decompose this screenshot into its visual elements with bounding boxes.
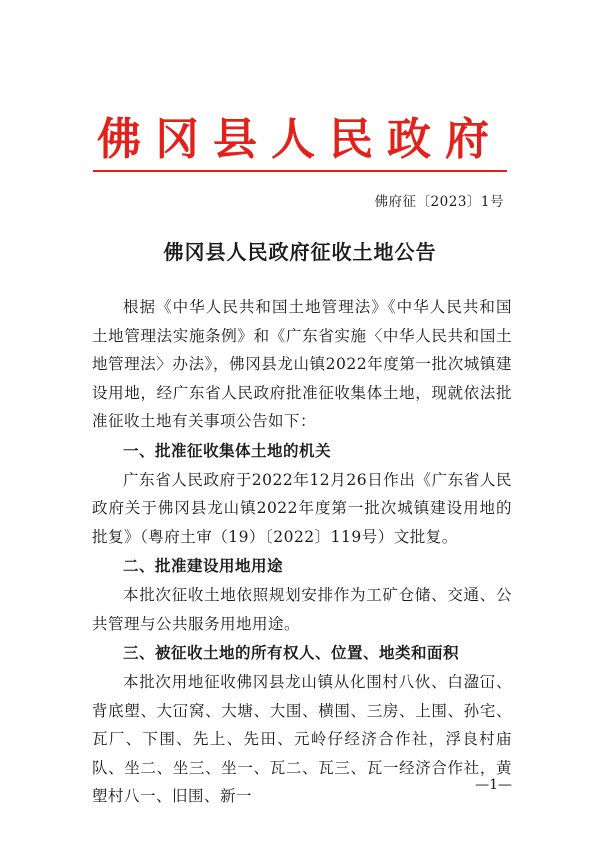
intro-paragraph: 根据《中华人民共和国土地管理法》《中华人民共和国土地管理法实施条例》和《广东省实施〈中华人民共和国土地管理法〉办法》，佛冈县龙山镇2022年度第一批次城镇建设用地，经广东省人民政府批准征收集体土地，现就依法批准征收土地有关事项公告如下： <box>92 298 512 430</box>
notice-title: 佛冈县人民政府征收土地公告 <box>163 240 437 264</box>
section-3-heading: 三、被征收土地的所有权人、位置、地类和面积 <box>123 644 460 662</box>
section-2-heading: 二、批准建设用地用途 <box>123 557 284 575</box>
document-number: 佛府征〔2023〕1号 <box>374 194 504 210</box>
red-header-divider <box>93 170 507 172</box>
issuing-organization-title: 佛冈县人民政府 <box>97 114 503 165</box>
section-3-paragraph: 本批次用地征收佛冈县龙山镇从化围村八伙、白溋冚、背底塱、大冚窝、大塘、大围、横围、三房、上围、孙宅、瓦厂、下围、先上、先田、元岭仔经济合作社，浮良村庙队、坐二、坐三、坐一、瓦二、瓦三、瓦一经济合作社，黄塱村八一、旧围、新一 <box>92 673 512 805</box>
section-2-paragraph: 本批次征收土地依照规划安排作为工矿仓储、交通、公共管理与公共服务用地用途。 <box>92 586 512 633</box>
page-number: —1— <box>475 777 512 793</box>
section-1-heading: 一、批准征收集体土地的机关 <box>123 441 332 460</box>
notice-body <box>92 293 512 811</box>
section-1-paragraph: 广东省人民政府于2022年12月26日作出《广东省人民政府关于佛冈县龙山镇2022年度第一批次城镇建设用地的批复》（粤府土审（19）〔2022〕119号）文批复。 <box>92 470 512 546</box>
